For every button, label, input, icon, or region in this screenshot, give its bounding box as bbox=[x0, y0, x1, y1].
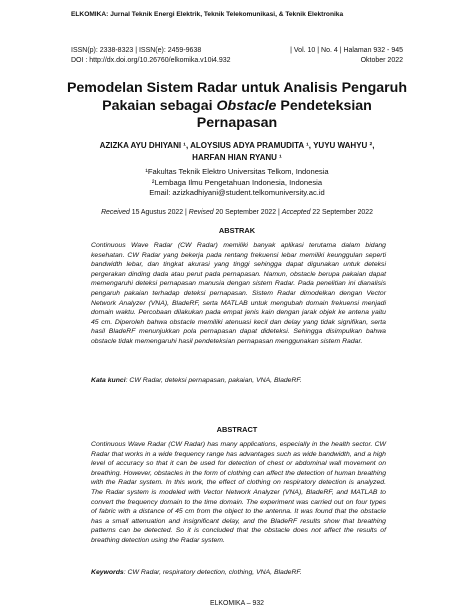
revised-label: Revised bbox=[188, 209, 214, 216]
revised-date: 20 September 2022 bbox=[215, 209, 277, 216]
affiliation-2: ²Lembaga Ilmu Pengetahuan Indonesia, Indonesia bbox=[151, 177, 323, 187]
title-line-1: Pemodelan Sistem Radar untuk Analisis Pengaruh bbox=[66, 80, 408, 96]
page-footer: ELKOMIKA – 932 bbox=[209, 600, 264, 607]
keywords bbox=[91, 569, 386, 576]
title-line-3: Pernapasan bbox=[196, 115, 278, 131]
abstrak-heading: ABSTRAK bbox=[218, 226, 256, 235]
accepted-label: Accepted bbox=[281, 209, 311, 216]
keywords-list: : CW Radar, respiratory detection, clothing, VNA, BladeRF. bbox=[123, 569, 302, 576]
issn-line: ISSN(p): 2338-8323 | ISSN(e): 2459-9638 bbox=[71, 47, 202, 54]
journal-name: ELKOMIKA: Jurnal Teknik Energi Elektrik, Teknik Telekomunikasi, & Teknik Elektronika bbox=[71, 11, 344, 18]
issue-info bbox=[290, 46, 403, 66]
received-label: Received bbox=[101, 209, 130, 216]
issue-date: Oktober 2022 bbox=[360, 57, 403, 64]
received-date: 15 Agustus 2022 bbox=[131, 209, 184, 216]
abstract-text: Continuous Wave Radar (CW Radar) has many applications, especially in the health sector. CW Radar that works in a wide frequency range has advantages such as wide bandwidth, and a high level of accuracy so that it can be used for detection of chest or abdominal wall movement on breathing. However, obstacles in the form of clothing can affect the detection of human breathing with the Radar system. In this work, the effect of clothing on respiratory detection is analyzed. The Radar system is modeled with Vector Network Analyzer (VNA), BladeRF, and MATLAB to convert the frequency domain to the time domain. The experiment was carried out on four types of fabric with a distance of 45 cm from the object to the antenna. It was found that the obstacle has a small attenuation and insignificant delay, and the BladeRF results show that breathing patterns can be detected. So it is concluded that the obstacle does not affect the results of breathing detection using the Radar system. bbox=[91, 441, 386, 544]
kata-kunci bbox=[91, 377, 386, 384]
title-line-2 bbox=[60, 98, 414, 116]
abstract-heading: ABSTRACT bbox=[216, 425, 258, 434]
affiliations bbox=[60, 167, 414, 199]
author-list bbox=[60, 140, 414, 163]
date-separator: | bbox=[278, 209, 280, 216]
submission-dates bbox=[60, 209, 414, 216]
title-line-2-start: Pakaian sebagai bbox=[102, 97, 217, 114]
corresponding-email: Email: azizkadhiyani@student.telkomuniversity.ac.id bbox=[149, 188, 325, 197]
authors-line-2: HARFAN HIAN RYANU ¹ bbox=[192, 152, 282, 162]
title-line-2-end: Pendeteksian bbox=[276, 97, 372, 114]
kata-kunci-label: Kata kunci bbox=[91, 377, 126, 384]
volume-line: | Vol. 10 | No. 4 | Halaman 932 - 945 bbox=[290, 47, 403, 54]
date-separator: | bbox=[185, 209, 187, 216]
accepted-date: 22 September 2022 bbox=[312, 209, 373, 216]
paper-title bbox=[60, 80, 414, 133]
title-italic-term: Obstacle bbox=[216, 97, 277, 114]
authors-line-1: AZIZKA AYU DHIYANI ¹, ALOYSIUS ADYA PRAMUDITA ¹, YUYU WAHYU ², bbox=[99, 141, 375, 150]
affiliation-1: ¹Fakultas Teknik Elektro Universitas Telkom, Indonesia bbox=[145, 167, 329, 176]
doi-line: DOI : http://dx.doi.org/10.26760/elkomika.v10i4.932 bbox=[71, 57, 231, 64]
abstrak-text: Continuous Wave Radar (CW Radar) memiliki banyak aplikasi terutama dalam bidang kesehatan. CW Radar yang bekerja pada rentang frekuensi lebar memiliki keunggulan seperti bandwidth lebar, dan tingkat akurasi yang tinggi sehingga dapat digunakan untuk deteksi pergerakan dinding dada atau perut pada pernapasan. Namun, obstacle berupa pakaian dapat memengaruhi deteksi pernapasan manusia dengan sistem Radar. Pada penelitian ini dianalisis pengaruh pakaian terhadap deteksi pernapasan. Sistem Radar dimodelkan dengan Vector Network Analyzer (VNA), BladeRF, serta MATLAB untuk mengubah domain frekuensi menjadi domain waktu. Percobaan dilakukan pada empat jenis kain dengan jarak objek ke antena yaitu 45 cm. Diperoleh bahwa obstacle memiliki atenuasi kecil dan delay yang tidak signifikan, serta hasil BladeRF menunjukkan pola pernapasan dapat dideteksi. Sehingga disimpulkan bahwa obstacle tidak memengaruhi hasil pendeteksian pernapasan menggunakan sistem Radar. bbox=[91, 242, 386, 345]
kata-kunci-list: : CW Radar, deteksi pernapasan, pakaian, VNA, BladeRF. bbox=[125, 377, 302, 384]
publication-identifiers bbox=[71, 46, 231, 66]
keywords-label: Keywords bbox=[91, 569, 124, 576]
